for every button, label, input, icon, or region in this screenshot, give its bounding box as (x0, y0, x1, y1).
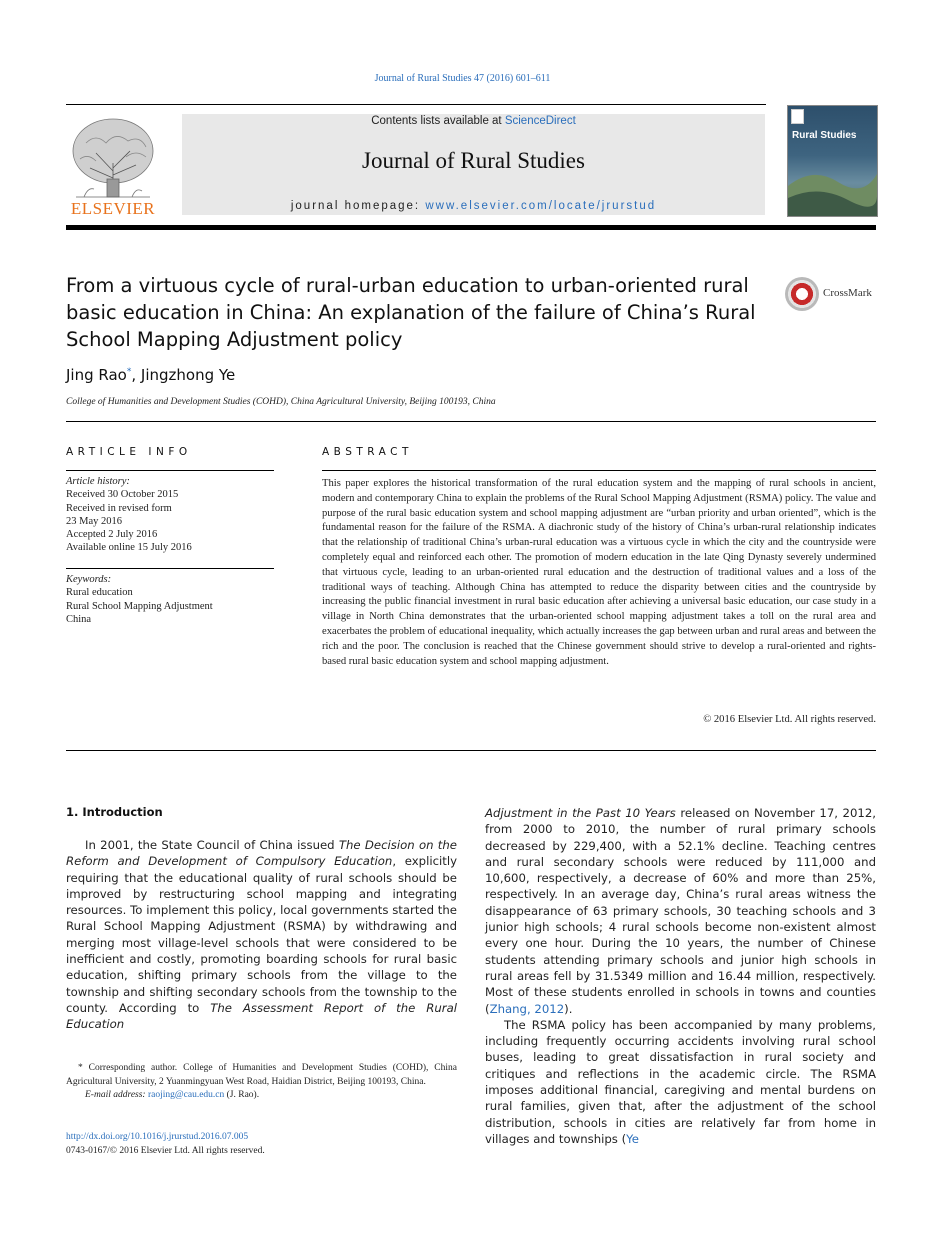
crossmark-label: CrossMark (823, 287, 872, 299)
contents-line (182, 115, 765, 127)
intro-paragraph-2 (485, 1017, 876, 1147)
homepage-link[interactable]: www.elsevier.com/locate/jrurstud (425, 200, 657, 212)
header-thick-rule (66, 225, 876, 230)
article-info-rule (66, 470, 274, 471)
author-ye: Jingzhong Ye (140, 366, 236, 384)
history-item: Received in revised form (66, 502, 172, 514)
sciencedirect-link[interactable]: ScienceDirect (504, 115, 576, 127)
history-item: Received 30 October 2015 (66, 489, 179, 501)
history-label: Article history: (66, 476, 130, 487)
history-item: 23 May 2016 (66, 515, 122, 527)
body-right-column (485, 805, 876, 1147)
document-title: The Assessment Report of the Rural Education (66, 1000, 457, 1032)
citation-zhang-2012[interactable]: Zhang, 2012 (489, 1001, 565, 1016)
author-list (66, 366, 235, 384)
article-history (66, 475, 274, 555)
article-title: From a virtuous cycle of rural-urban education to urban-oriented rural basic education in China: An explanation of the failure of China’s Rural School Mapping Adjustment policy (66, 274, 756, 351)
author-rao: Jing Rao (66, 366, 127, 384)
introduction-heading: 1. Introduction (66, 805, 163, 819)
body-left-column (66, 837, 457, 1033)
crossmark-icon (785, 277, 819, 311)
email-link[interactable]: raojing@cau.edu.cn (147, 1090, 225, 1100)
text-run: ). (564, 1001, 573, 1016)
header-rule (66, 104, 766, 105)
elsevier-wordmark: ELSEVIER (70, 199, 156, 218)
keywords-label: Keywords: (66, 574, 112, 585)
email-line (66, 1089, 457, 1103)
homepage-line (182, 200, 765, 212)
article-info-heading: ARTICLE INFO (66, 446, 192, 458)
keywords-rule (66, 568, 274, 569)
issn-line: 0743-0167/© 2016 Elsevier Ltd. All rights reserved. (66, 1145, 265, 1156)
abstract-rule (322, 470, 876, 471)
corresponding-author-mark[interactable]: * (126, 367, 132, 377)
abstract-heading: ABSTRACT (322, 446, 413, 458)
intro-paragraph-1 (66, 837, 457, 1033)
affiliation: College of Humanities and Development Studies (COHD), China Agricultural University, Beijing 100193, China (66, 397, 496, 407)
journal-banner (182, 114, 765, 215)
citation-ye[interactable]: Ye (626, 1131, 639, 1146)
abstract-text: This paper explores the historical transformation of the rural education system and the mapping of rural schools in ancient, modern and contemporary China to explain the problems of the Rural School Mapping Adjustment (RSMA) policy. The value and purpose of the rural basic education system and school mapping adjustment are “urban priority and urban oriented”, which is the fundamental reason for the failure of the RSMA. A diachronic study of the history of China’s urban-rural relationship indicates that the relationship of traditional China’s urban-rural education was a virtuous cycle in which the city and the countryside were completely equal and reinforced each other. The promotion of modern education in the late Qing Dynasty severely undermined that virtuous cycle, leading to an urban-oriented rural education and the destruction of traditional values and a loss of the traditional ways of teaching. Although China has attempted to reduce the disparity between cities and the countryside by increasing the public financial investment in rural basic education after achieving a universal basic education, our case study in a village in North China demonstrates that the urban-oriented school mapping adjustment takes a toll on the rural area and exacerbates the problem of educational inequality, which actually increases the gap between urban and rural areas and between the rich and the poor. The conclusion is reached that the Chinese government should strive to develop a rural-oriented and rights-based rural basic education system and school mapping adjustment. (322, 478, 876, 667)
abstract-bottom-rule (66, 750, 876, 751)
doi-link[interactable]: http://dx.doi.org/10.1016/j.jrurstud.2016.07.005 (66, 1132, 249, 1142)
journal-name: Journal of Rural Studies (362, 148, 585, 173)
doi-block (66, 1131, 265, 1158)
text-run: , explicitly requiring that the educational quality of rural schools should be improved by restructuring school mapping and integrating resources. To implement this policy, local governments started the Rural School Mapping Adjustment (RSMA) by withdrawing and merging most village-level schools that were considered to be inefficient and costly, promoting boarding schools for rural basic education, shifting primary schools from the village to the township and shifting secondary schools from the township to the county. According to (66, 854, 457, 1015)
keywords (66, 573, 274, 626)
cover-title: Rural Studies (792, 130, 857, 141)
text-run: In 2001, the State Council of China issued (85, 838, 339, 852)
cover-emblem (791, 109, 804, 124)
contents-prefix: Contents lists available at (371, 115, 505, 127)
abstract-copyright: © 2016 Elsevier Ltd. All rights reserved. (703, 714, 876, 725)
keyword: Rural education (66, 587, 133, 599)
text-run: The RSMA policy has been accompanied by many problems, including frequently occurring accidents involving rural school buses, leading to great dissatisfaction in rural society and critiques and reflections in the academic circle. The RSMA imposes additional financial, caregiving and mental burdens on rural families, given that, after the adjustment of the school distribution, schools in cities are relatively far from home in villages and townships ( (485, 1017, 876, 1146)
document-title: The Decision on the Reform and Development of Compulsory Education (66, 838, 457, 869)
history-item: Accepted 2 July 2016 (66, 529, 158, 541)
journal-cover[interactable] (787, 105, 878, 217)
title-rule (66, 421, 876, 422)
history-item: Available online 15 July 2016 (66, 542, 192, 554)
author-separator: , (131, 366, 141, 384)
email-suffix: (J. Rao). (224, 1090, 260, 1100)
keyword: China (66, 613, 92, 625)
email-label: E-mail address: (85, 1090, 148, 1100)
keyword: Rural School Mapping Adjustment (66, 600, 213, 612)
cover-landscape (788, 156, 877, 216)
document-title: Adjustment in the Past 10 Years (485, 806, 676, 820)
footnote (66, 1062, 457, 1103)
journal-reference[interactable]: Journal of Rural Studies 47 (2016) 601–611 (374, 73, 551, 84)
text-run: released on November 17, 2012, from 2000 to 2010, the number of rural primary schools decreased by 229,400, with a 52.1% decline. Teaching centres and rural secondary schools were reduced by 111,000 and 10,600, respectively, a decrease of 60% and more than 25%, respectively. In an average day, China’s rural areas witness the disappearance of 63 primary schools, 30 teaching schools and 3 junior high schools; 4 rural schools become non-existent almost every one hour. During the 10 years, the number of Chinese students attending primary schools and junior high schools in rural areas fell by 31.5349 million and 16.44 million, respectively. Most of these students enrolled in schools in towns and counties ( (485, 806, 876, 1016)
corresponding-author-note: * Corresponding author. College of Humanities and Development Studies (COHD), China Agricultural University, 2 Yuanmingyuan West Road, Haidian District, Beijing 100193, China. (66, 1063, 457, 1087)
homepage-prefix: journal homepage: (290, 200, 426, 212)
intro-paragraph-1-cont (485, 805, 876, 1017)
